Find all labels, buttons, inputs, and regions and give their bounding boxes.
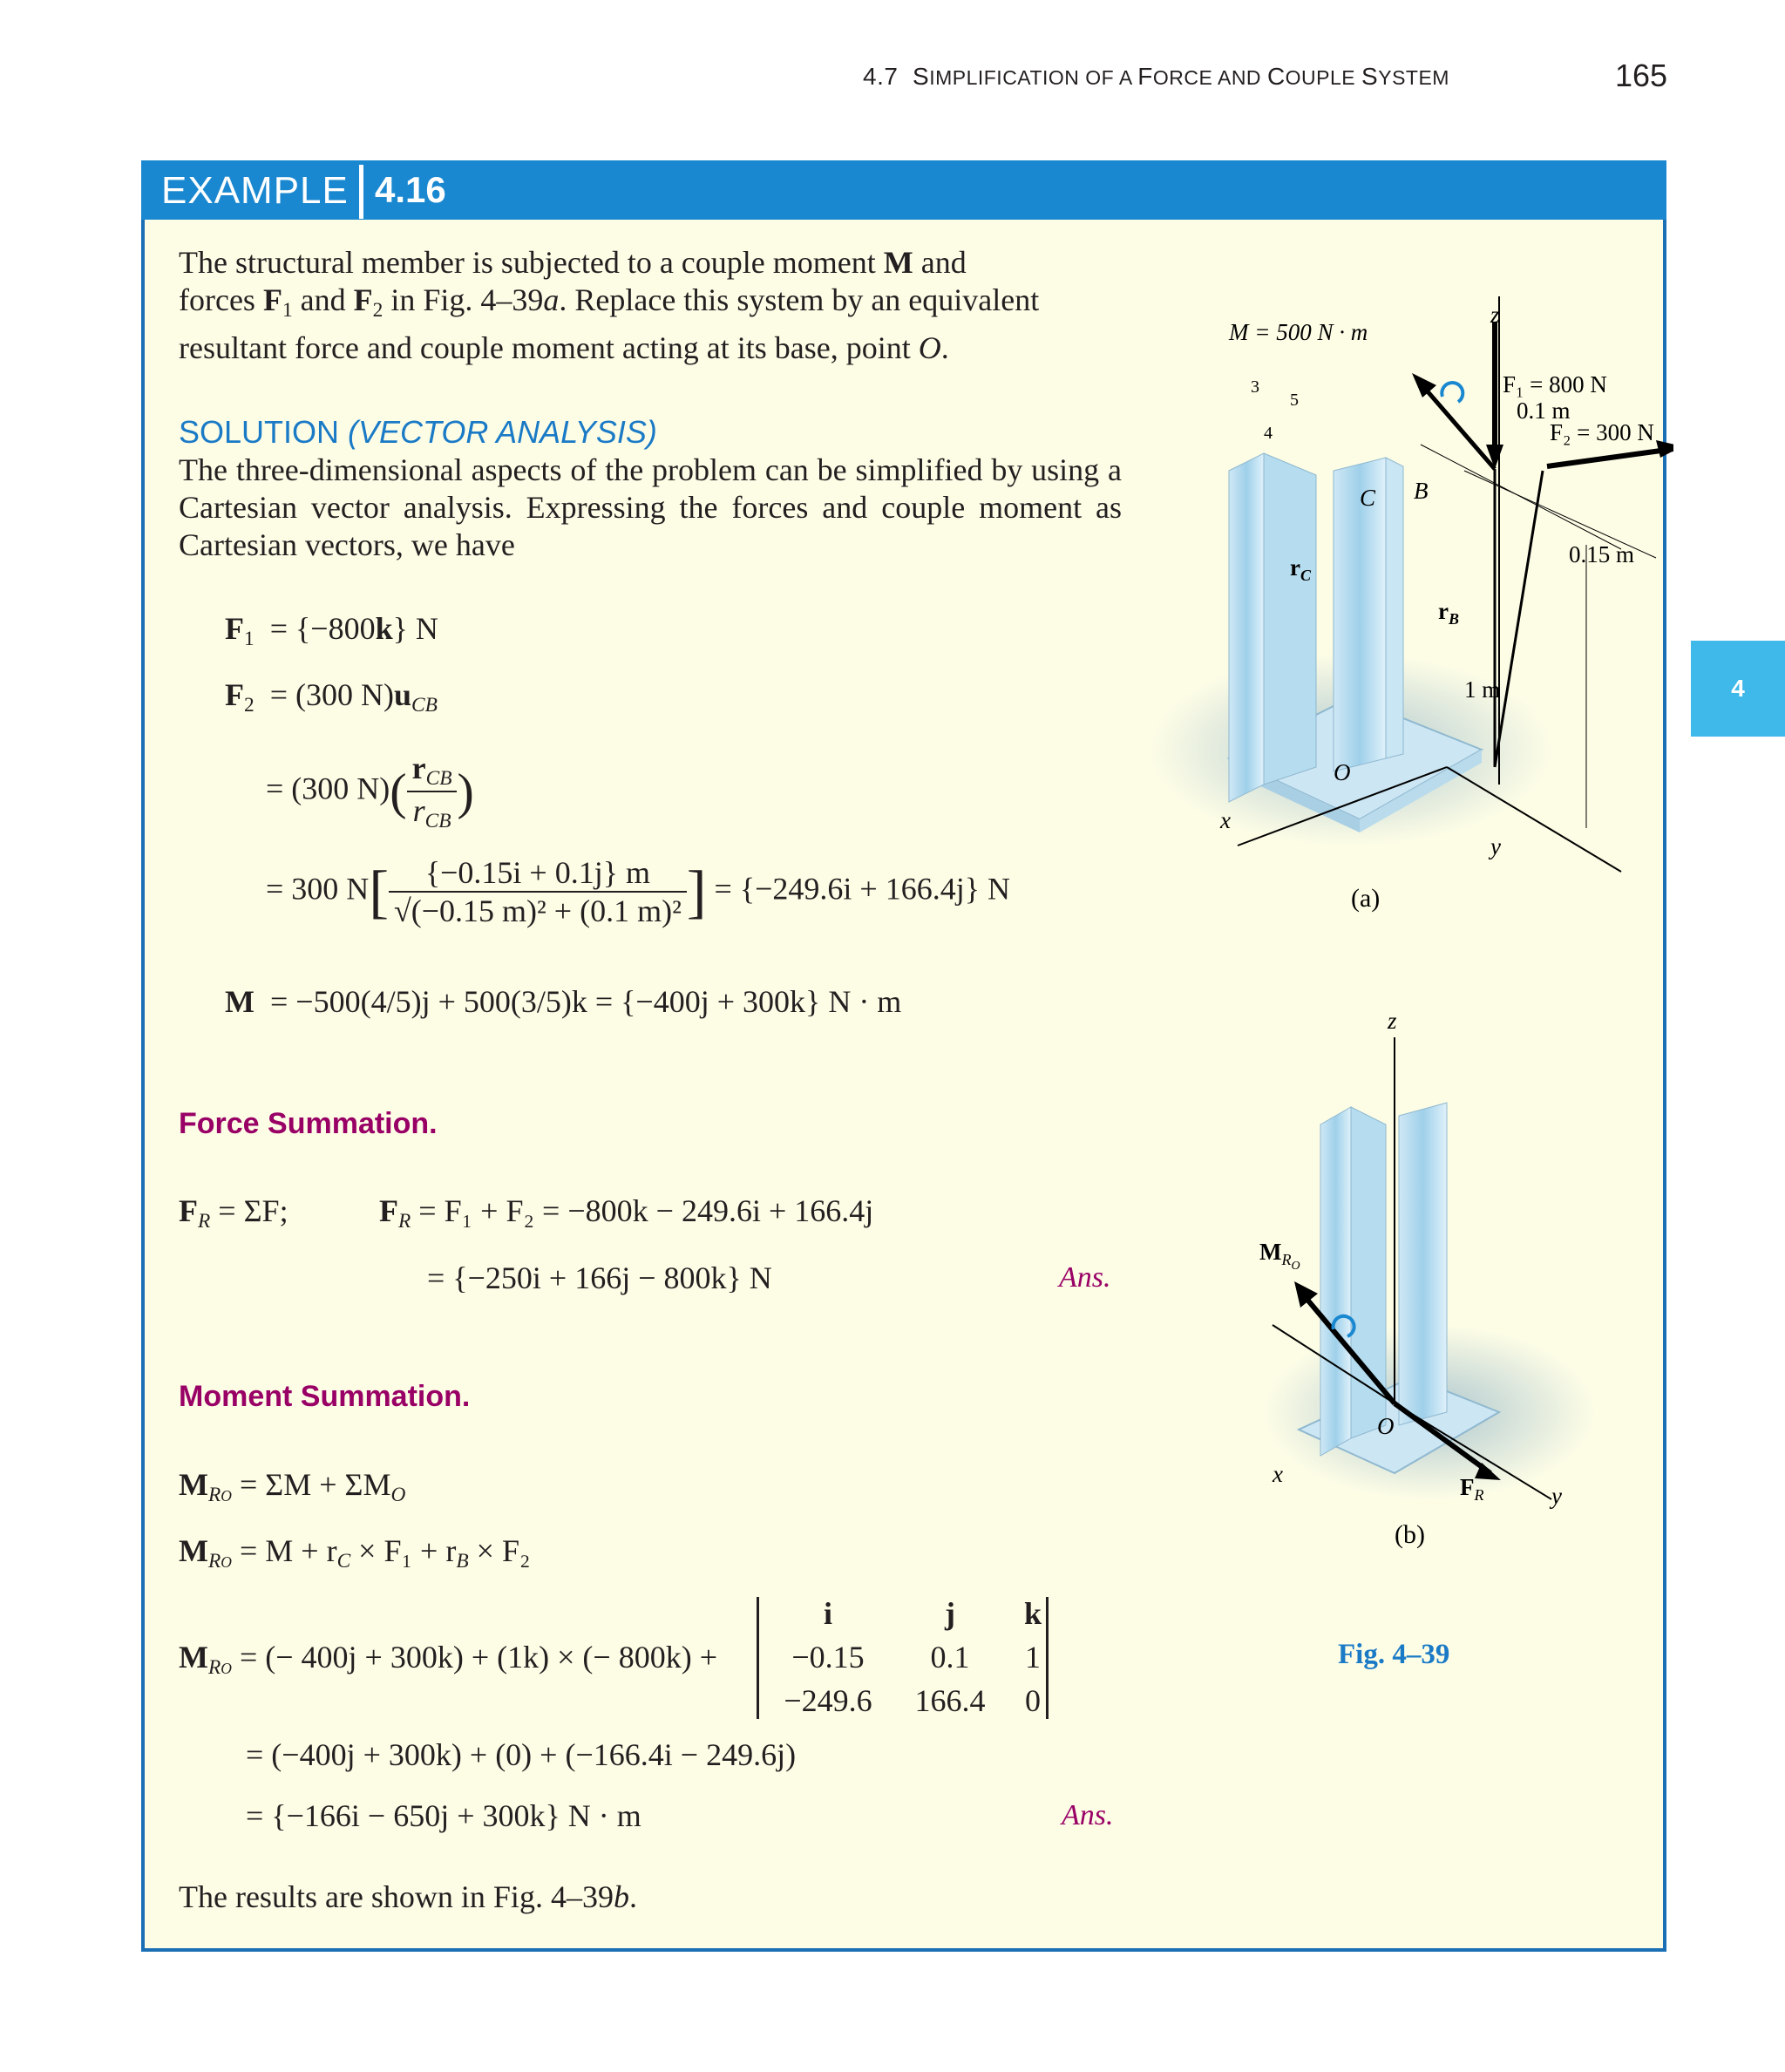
equation-f2-numeric: = 300 N[ $\frac{\{-0.15i + 0.1j\} m}{\text{√(−0.15 m)² + (0.1 m)²}}$ ] = {−249.6i + 166.4j} N <box>266 855 1010 928</box>
moment-answer-label: Ans. <box>1062 1799 1114 1831</box>
moment-sum-line2: $M_{RO} = M + r_C \times F_1 + r_B \times F_2$ <box>179 1533 531 1573</box>
header-divider <box>359 165 363 219</box>
determinant-left-bar <box>757 1597 759 1719</box>
det-cell: −249.6 <box>784 1683 872 1718</box>
force-answer-label: Ans. <box>1059 1261 1111 1294</box>
moment-summation-heading: Moment Summation. <box>179 1380 471 1413</box>
force-summation-heading: Force Summation. <box>179 1107 438 1140</box>
example-number: 4.16 <box>375 169 446 210</box>
mro-label: $M_RO$ <box>1259 1239 1300 1273</box>
det-cell: k <box>1023 1596 1042 1631</box>
rb-label: $r_B$ <box>1438 598 1459 628</box>
equation-m: M = −500(4/5)j + 500(3/5)k = {−400j + 300k} N · m <box>225 984 902 1019</box>
figure-a-caption: (a) <box>1351 884 1381 913</box>
x-axis-label-b: x <box>1273 1461 1283 1487</box>
point-c-label: C <box>1360 485 1376 511</box>
figure-a <box>1133 296 1673 924</box>
page-number: 165 <box>1615 58 1668 93</box>
slope-4-label: 4 <box>1264 424 1273 443</box>
dim-01-label: 0.1 m <box>1517 397 1571 424</box>
det-cell: j <box>945 1596 955 1631</box>
solution-text: The three-dimensional aspects of the problem can be simplified by using a Cartesian vector analysis. Expressing the forces and couple moment as Cartesian vectors, we have <box>179 452 1122 562</box>
moment-sum-line3: $M_{RO}$ = (− 400j + 300k) + (1k) × (− 800k) + <box>179 1640 718 1680</box>
couple-moment-arrow <box>1421 384 1495 469</box>
column-flange <box>1229 453 1264 802</box>
x-axis-label-a: x <box>1220 807 1231 833</box>
f1-label: F₁ = 800 N <box>1503 371 1607 397</box>
slope-5-label: 5 <box>1290 391 1299 410</box>
closing-text: The results are shown in Fig. 4–39b. <box>179 1879 637 1914</box>
section-number: 4.7 <box>863 63 899 90</box>
chapter-tab[interactable]: 4 <box>1691 641 1785 737</box>
fr-label: $F_R$ <box>1460 1474 1484 1504</box>
det-cell: 1 <box>1025 1640 1041 1675</box>
point-b-label: B <box>1414 478 1429 504</box>
figure-b <box>1238 994 1604 1552</box>
dim-015-label: 0.15 m <box>1569 541 1635 567</box>
z-axis-label-a: z <box>1490 302 1500 328</box>
f2-label: F₂ = 300 N <box>1550 419 1654 445</box>
dim-1-label: 1 m <box>1464 676 1501 703</box>
equation-f2-unit: = (300 N)( $\frac{r_{CB}}{r_{CB}}$ ) <box>266 751 474 833</box>
point-o-label-a: O <box>1334 759 1351 785</box>
column-web-b <box>1399 1103 1447 1425</box>
figure-b-caption: (b) <box>1395 1520 1425 1549</box>
force-sum-line1: $F_R = F_1 + F_2 = -800k - 249.6i + 166.4j$ <box>379 1193 874 1233</box>
point-o-label-b: O <box>1377 1413 1395 1439</box>
force-sum-line2: = {−250i + 166j − 800k} N <box>427 1260 772 1295</box>
equation-f2: $F_2 = (300$ $N)u_{CB}$ <box>225 677 438 717</box>
y-axis-label-a: y <box>1490 833 1501 859</box>
rc-label: $r_C$ <box>1290 554 1311 584</box>
equation-f1: $F_1 = \{-800k\}$ N <box>225 611 438 651</box>
running-head: 4.7 SIMPLIFICATION OF A FORCE AND COUPLE SYSTEM <box>863 63 1449 90</box>
example-header-bar <box>141 160 1666 220</box>
example-label: EXAMPLE <box>161 169 349 212</box>
moment-sum-line5: = {−166i − 650j + 300k} N · m <box>246 1798 641 1833</box>
column-flange-b <box>1320 1107 1351 1456</box>
moment-sum-line4: = (−400j + 300k) + (0) + (−166.4i − 249.6j) <box>246 1737 797 1772</box>
figure-caption: Fig. 4–39 <box>1338 1639 1450 1670</box>
det-cell: −0.15 <box>791 1640 865 1675</box>
z-axis-label-b: z <box>1388 1008 1397 1034</box>
moment-sum-line1: $M_{RO} = \Sigma M + \Sigma M_O$ <box>179 1467 406 1507</box>
force-f2-arrow <box>1547 449 1673 466</box>
moment-label-a: M = 500 N · m <box>1229 319 1368 345</box>
problem-statement: The structural member is subjected to a couple moment M and forces $F_1$ and $F_2$ in Fig. 4–39a. Replace this system by an equivalent resultant force and couple moment acting at its base, point O. <box>179 245 1040 366</box>
det-cell: i <box>823 1596 832 1631</box>
y-axis-label-b: y <box>1551 1483 1562 1509</box>
solution-heading: SOLUTION (VECTOR ANALYSIS) <box>179 414 657 450</box>
det-cell: 166.4 <box>914 1683 986 1718</box>
det-cell: 0.1 <box>930 1640 970 1675</box>
slope-3-label: 3 <box>1251 377 1259 397</box>
det-cell: 0 <box>1025 1683 1041 1718</box>
force-sum-lhs: $F_R = \Sigma F$; <box>179 1193 288 1233</box>
